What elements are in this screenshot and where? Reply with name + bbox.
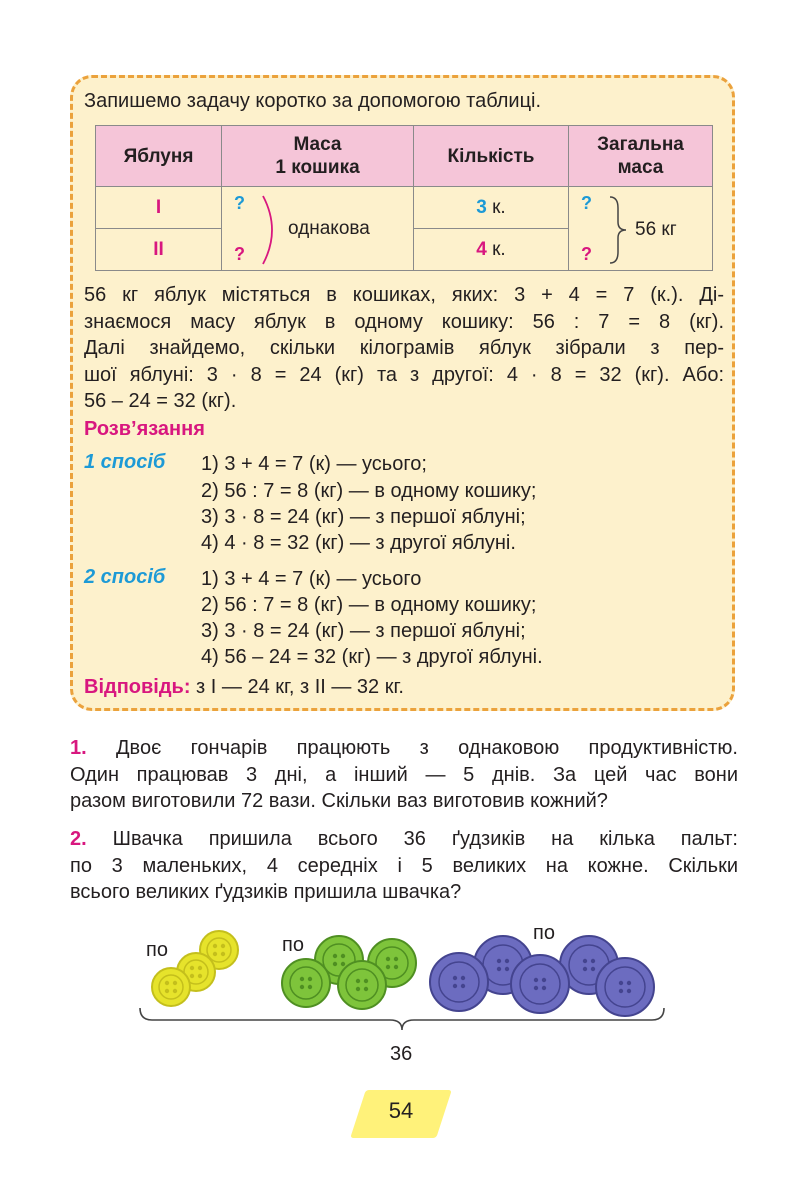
method-1-step: 3) 3 · 8 = 24 (кг) — з першої яблуні;	[201, 506, 526, 528]
header-count: Кількість	[414, 126, 569, 187]
count-ii: 4 к.	[414, 229, 569, 271]
small-button	[152, 968, 190, 1006]
explanation-line: шої яблуні: 3 · 8 = 24 (кг) та з другої: 4 · 8 = 32 (кг). Або:	[84, 363, 724, 386]
mass-question-1: ?	[234, 193, 245, 213]
answer-label: Відповідь:	[84, 676, 191, 698]
task-2	[70, 826, 738, 906]
equal-label: однакова	[288, 218, 370, 239]
method-2-step: 3) 3 · 8 = 24 (кг) — з першої яблуні;	[201, 620, 526, 642]
total-brace	[140, 1008, 664, 1030]
method-1-label: 1 спосіб	[84, 451, 166, 473]
curly-bracket	[606, 194, 632, 266]
method-2-label: 2 спосіб	[84, 566, 166, 588]
task-line: по 3 маленьких, 4 середніх і 5 великих на кожне. Скільки	[70, 854, 738, 877]
task-line: разом виготовили 72 вази. Скільки ваз виготовив кожний?	[70, 790, 608, 812]
buttons-illustration	[0, 920, 800, 1040]
answer	[84, 676, 404, 699]
explanation-line: 56 кг яблук містяться в кошиках, яких: 3 + 4 = 7 (к.). Ді-	[84, 284, 724, 306]
po-label-large: по	[533, 922, 555, 944]
total-36: 36	[390, 1043, 413, 1065]
po-label-small: по	[146, 939, 168, 961]
total-label: 56 кг	[635, 219, 677, 240]
task-1-number: 1.	[70, 737, 87, 759]
count-i: 3 к.	[414, 187, 569, 229]
method-1-step: 1) 3 + 4 = 7 (к) — усього;	[201, 453, 427, 475]
explanation-line: Далі знайдемо, скільки кілограмів яблук зібрали з пер-	[84, 337, 724, 359]
header-tree: Яблуня	[96, 126, 222, 187]
method-2-step: 2) 56 : 7 = 8 (кг) — в одному кошику;	[201, 594, 537, 616]
explanation-line: знаємося масу яблук в одному кошику: 56 : 7 = 8 (кг).	[84, 310, 724, 333]
mass-question-2: ?	[234, 244, 245, 264]
method-1-step: 2) 56 : 7 = 8 (кг) — в одному кошику;	[201, 480, 537, 502]
explanation-line: 56 – 24 = 32 (кг).	[84, 390, 237, 412]
total-question-2: ?	[581, 244, 592, 264]
round-bracket	[255, 192, 285, 268]
solution-heading: Розв’язання	[84, 418, 205, 440]
medium-button	[338, 961, 386, 1009]
answer-text: з I — 24 кг, з II — 32 кг.	[190, 676, 404, 698]
header-mass: Маса 1 кошика	[222, 126, 414, 187]
explanation-paragraph	[84, 282, 724, 415]
tree-ii: II	[96, 229, 222, 271]
mass-cell	[222, 187, 414, 271]
task-line: всього великих ґудзиків пришила швачка?	[70, 881, 462, 903]
large-button	[511, 955, 569, 1013]
task-2-number: 2.	[70, 828, 87, 850]
method-1-step: 4) 4 · 8 = 32 (кг) — з другої яблуні.	[201, 532, 516, 554]
total-question-1: ?	[581, 193, 592, 213]
task-line: Двоє гончарів працюють з однаковою продуктивністю.	[86, 737, 738, 759]
page-number: 54	[388, 1098, 414, 1123]
task-line: Швачка пришила всього 36 ґудзиків на кілька пальт:	[86, 828, 738, 850]
intro-text: Запишемо задачу коротко за допомогою таблиці.	[84, 90, 542, 112]
large-button	[596, 958, 654, 1016]
po-label-medium: по	[282, 934, 304, 956]
method-2-step: 4) 56 – 24 = 32 (кг) — з другої яблуні.	[201, 646, 543, 668]
method-2-step: 1) 3 + 4 = 7 (к) — усього	[201, 568, 422, 590]
task-1	[70, 735, 738, 815]
medium-button	[282, 959, 330, 1007]
large-button	[430, 953, 488, 1011]
header-total: Загальна маса	[569, 126, 713, 187]
task-line: Один працював 3 дні, а інший — 5 днів. За цей час вони	[70, 763, 738, 786]
tree-i: I	[96, 187, 222, 229]
